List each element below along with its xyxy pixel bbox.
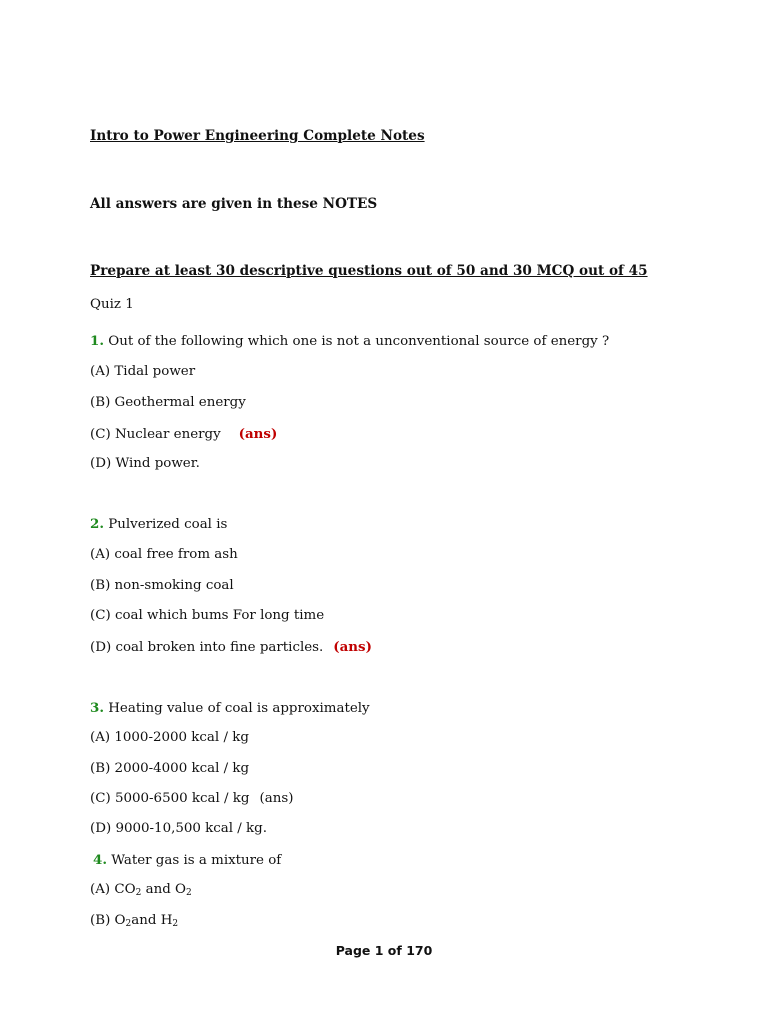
subscript: 2 — [135, 888, 142, 898]
q3-option-a: (A) 1000-2000 kcal / kg — [90, 730, 249, 745]
subscript: 2 — [172, 919, 179, 929]
option-text: (D) coal broken into fine particles. — [90, 640, 324, 655]
answer-marker: (ans) — [259, 791, 294, 806]
question-2 — [90, 516, 227, 533]
option-text: and H — [131, 913, 173, 928]
q2-option-c: (C) coal which bums For long time — [90, 608, 325, 623]
subscript: 2 — [125, 919, 132, 929]
q3-option-b: (B) 2000-4000 kcal / kg — [90, 761, 250, 776]
q1-option-a: (A) Tidal power — [90, 364, 196, 379]
document-title: Intro to Power Engineering Complete Notes — [90, 128, 425, 144]
option-text: (A) CO — [90, 882, 136, 897]
answer-marker: (ans) — [238, 426, 278, 442]
question-number: 3. — [90, 700, 104, 716]
q3-option-c — [90, 791, 293, 807]
question-text: Pulverized coal is — [103, 517, 228, 532]
quiz-label: Quiz 1 — [90, 297, 134, 312]
page-footer — [0, 943, 768, 958]
question-4 — [93, 852, 281, 869]
q3-option-d: (D) 9000-10,500 kcal / kg. — [90, 821, 268, 836]
q2-option-a: (A) coal free from ash — [90, 547, 238, 562]
question-number: 1. — [90, 333, 104, 349]
question-text: Water gas is a mixture of — [106, 853, 282, 868]
option-text: (C) 5000-6500 kcal / kg — [90, 791, 250, 806]
page-total: 170 — [406, 943, 433, 958]
question-text: Heating value of coal is approximately — [103, 701, 370, 716]
question-3 — [90, 700, 370, 717]
page-label: Page — [335, 943, 375, 958]
q1-option-c — [90, 426, 277, 443]
q1-option-d: (D) Wind power. — [90, 456, 200, 471]
option-text: (B) O — [90, 913, 126, 928]
option-text: (C) Nuclear energy — [90, 427, 221, 442]
question-text: Out of the following which one is not a unconventional source of energy ? — [103, 334, 610, 349]
answers-note: All answers are given in these NOTES — [90, 196, 378, 212]
q1-option-b: (B) Geothermal energy — [90, 395, 246, 410]
question-number: 4. — [93, 852, 107, 868]
q4-option-b — [90, 913, 178, 932]
question-number: 2. — [90, 516, 104, 532]
answer-marker: (ans) — [333, 639, 372, 655]
q4-option-a — [90, 882, 192, 901]
page-number: 1 — [374, 943, 384, 958]
page-of-label: of — [383, 943, 407, 958]
q2-option-b: (B) non-smoking coal — [90, 578, 234, 593]
prepare-instruction: Prepare at least 30 descriptive questions out of 50 and 30 MCQ out of 45 — [90, 263, 648, 279]
question-1 — [90, 333, 609, 350]
option-text: and O — [141, 882, 187, 897]
subscript: 2 — [186, 888, 192, 898]
q2-option-d — [90, 639, 372, 656]
